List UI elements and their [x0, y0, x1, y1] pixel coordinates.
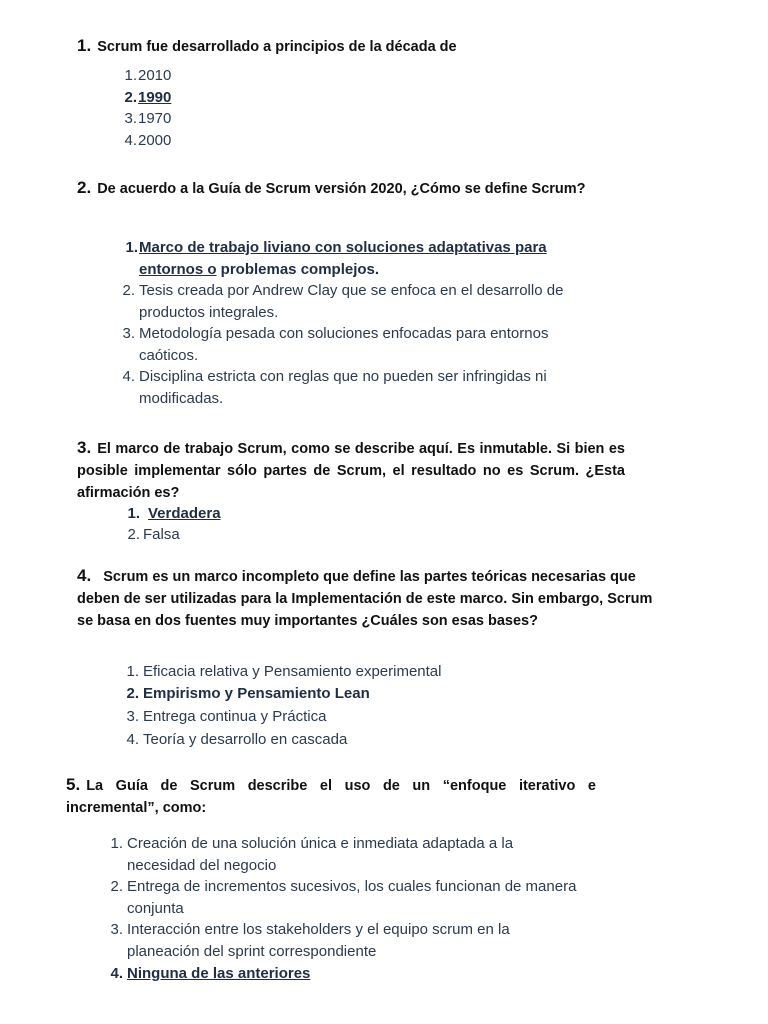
option-text: Entrega de incrementos sucesivos, los cuales funcionan de manera conjunta	[127, 878, 577, 917]
option-number: 2.	[127, 526, 140, 543]
q3-option-2	[110, 524, 410, 546]
option-number: 2.	[124, 89, 137, 106]
option-number: 2.	[126, 685, 139, 702]
q1-option-3	[107, 108, 407, 130]
q5-option-3	[93, 919, 583, 963]
question-number: 5.	[66, 775, 81, 794]
q4-option-3	[109, 706, 529, 728]
q4-option-2-correct	[109, 683, 529, 705]
option-number: 2.	[110, 878, 123, 895]
question-number: 4.	[77, 566, 92, 585]
q5-option-2	[93, 876, 583, 920]
option-text: Disciplina estricta con reglas que no pueden ser infringidas ni modificadas.	[139, 368, 547, 407]
option-text: Creación de una solución única e inmediata adaptada a la necesidad del negocio	[127, 835, 514, 874]
option-text-rest: problemas complejos.	[216, 261, 380, 278]
question-text: De acuerdo a la Guía de Scrum versión 2020, ¿Cómo se define Scrum?	[97, 181, 586, 197]
question-text: Scrum fue desarrollado a principios de la década de	[97, 39, 457, 55]
option-text: Ninguna de las anteriores	[127, 965, 311, 982]
option-number: 1.	[126, 663, 139, 680]
q4-option-4	[109, 729, 529, 751]
option-number: 3.	[126, 708, 139, 725]
question-text: El marco de trabajo Scrum, como se describe aquí. Es inmutable. Si bien es posible implementar sólo partes de Scrum, el resultado no es Scrum. ¿Esta afirmación es?	[77, 441, 625, 501]
q1-option-4	[107, 130, 407, 152]
question-4	[77, 565, 667, 632]
option-number: 1.	[124, 67, 137, 84]
question-number: 2.	[77, 178, 92, 197]
question-number: 1.	[77, 36, 92, 55]
q1-option-1	[107, 65, 407, 87]
option-number: 4.	[124, 132, 137, 149]
option-number: 3.	[110, 921, 123, 938]
question-text: La Guía de Scrum describe el uso de un “enfoque iterativo e incremental”, como:	[66, 778, 596, 816]
q1-option-2-correct	[107, 87, 407, 109]
question-text: Scrum es un marco incompleto que define las partes teóricas necesarias que deben de ser utilizadas para la Implementación de este marco. Sin embargo, Scrum se basa en dos fuentes muy importantes ¿Cuáles son esas bases?	[77, 569, 653, 629]
option-number: 4.	[122, 368, 135, 385]
option-text: Empirismo y Pensamiento Lean	[143, 685, 370, 702]
option-number: 2.	[122, 282, 135, 299]
option-text: Teoría y desarrollo en cascada	[143, 731, 348, 748]
option-text: 1990	[138, 89, 172, 106]
question-2	[77, 177, 591, 200]
q2-option-4	[105, 366, 610, 410]
option-number: 4.	[126, 731, 139, 748]
q5-option-1	[93, 833, 583, 877]
option-text: 2010	[138, 67, 172, 84]
q2-option-2	[105, 280, 610, 324]
question-3	[77, 437, 625, 504]
option-number: 1.	[127, 505, 140, 522]
question-1	[77, 35, 697, 58]
option-text: 2000	[138, 132, 172, 149]
q2-option-3	[105, 323, 610, 367]
q2-option-1-correct	[108, 237, 578, 281]
option-text: Falsa	[143, 526, 180, 543]
option-number: 4.	[110, 965, 123, 982]
option-number: 3.	[124, 110, 137, 127]
option-text: Tesis creada por Andrew Clay que se enfoca en el desarrollo de productos integrales.	[139, 282, 564, 321]
question-5	[66, 774, 596, 819]
question-number: 3.	[77, 438, 92, 457]
option-number: 1.	[125, 239, 138, 256]
option-text: Interacción entre los stakeholders y el equipo scrum en la planeación del sprint correspondiente	[127, 921, 510, 960]
option-number: 3.	[122, 325, 135, 342]
option-text-underlined: Marco de trabajo liviano con soluciones adaptativas para entornos o	[139, 239, 547, 278]
option-text: Verdadera	[148, 505, 221, 522]
q5-option-4-correct	[93, 963, 583, 985]
q3-option-1-correct	[110, 503, 410, 525]
option-text: Entrega continua y Práctica	[143, 708, 327, 725]
option-text: Metodología pesada con soluciones enfocadas para entornos caóticos.	[139, 325, 549, 364]
option-number: 1.	[110, 835, 123, 852]
option-text: Eficacia relativa y Pensamiento experimental	[143, 663, 442, 680]
option-text: 1970	[138, 110, 172, 127]
q4-option-1	[109, 661, 529, 683]
